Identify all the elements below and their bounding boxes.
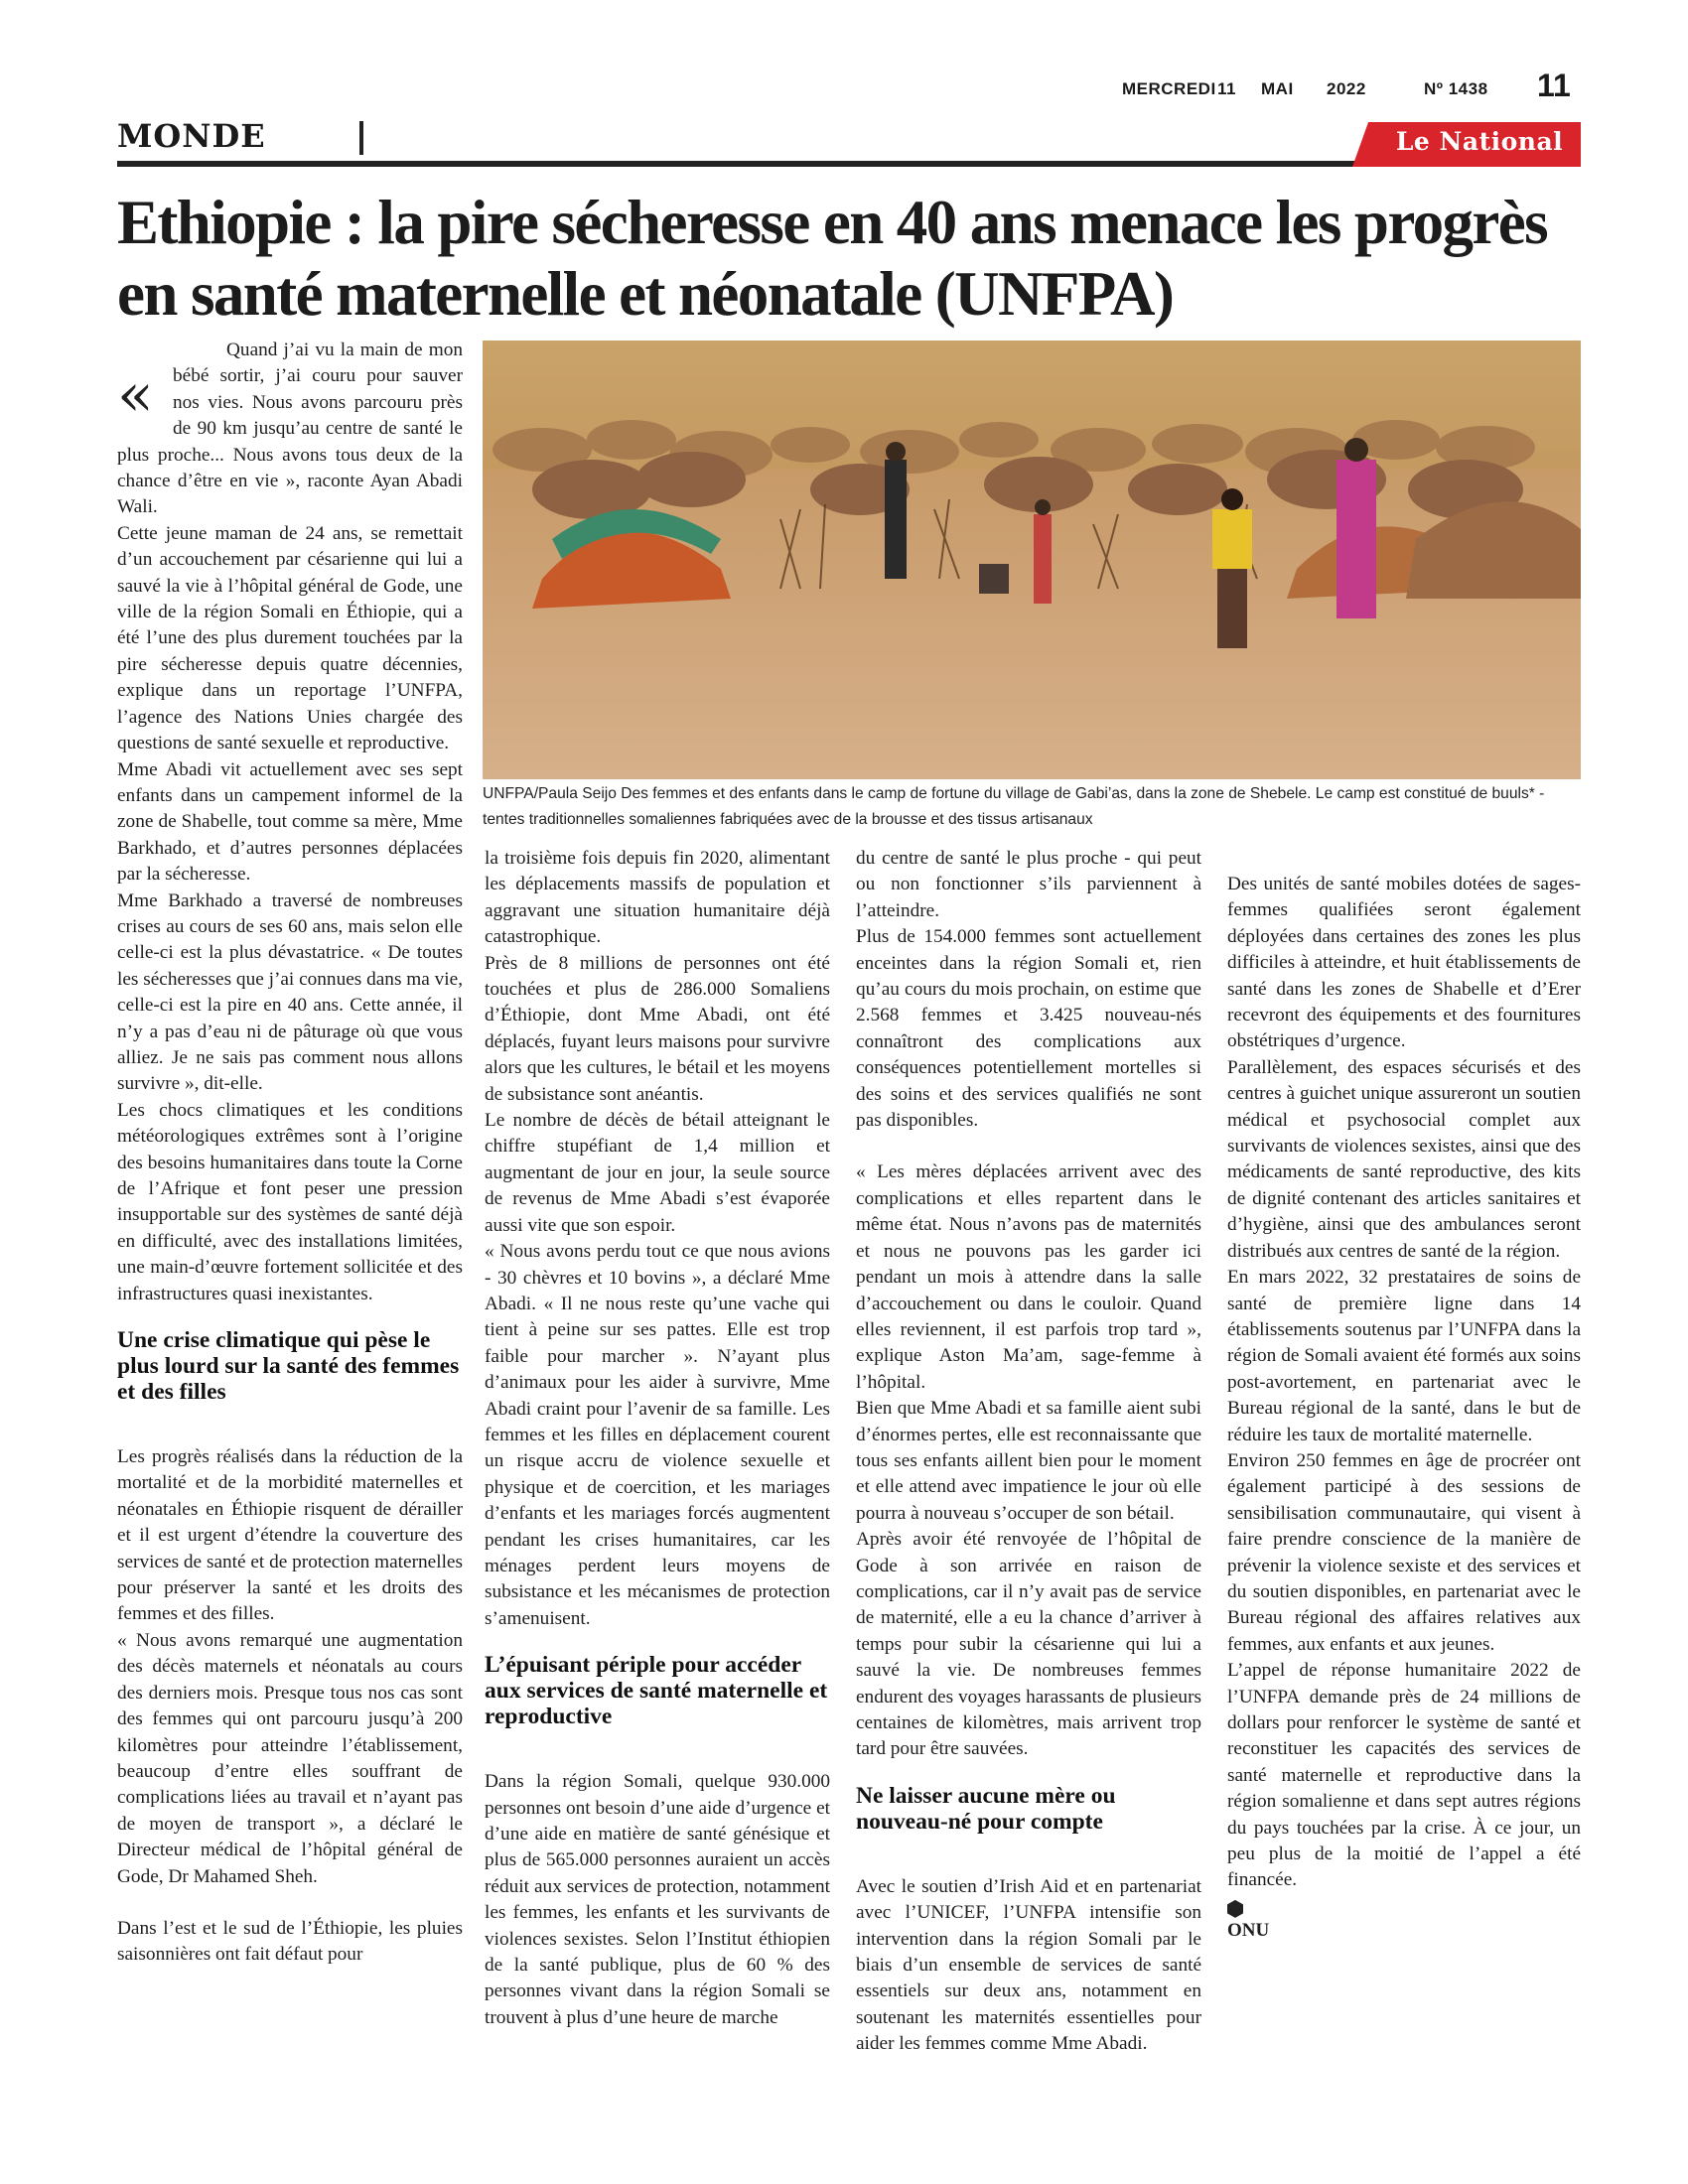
issue-date-line bbox=[1122, 79, 1539, 99]
paragraph: Parallèlement, des espaces sécurisés et des centres à guichet unique assureront un soutien médical et psychosocial complet aux survivants de violences sexistes, ainsi que des médicaments de santé reproductive, des kits de dignité contenant des articles sanitaires et d’hygiène, ainsi que des ambulances seront distribués aux centres de santé de la région. bbox=[1227, 1056, 1581, 1262]
date-year: 2022 bbox=[1327, 79, 1366, 98]
article-column-3 bbox=[856, 846, 1201, 2058]
article-column-1 bbox=[117, 338, 463, 1969]
date-month: MAI bbox=[1261, 79, 1294, 98]
paragraph: Plus de 154.000 femmes sont actuellement enceintes dans la région Somali et, rien qu’au cours du mois prochain, on estime que 2.568 femmes et 3.425 nouveau-nés connaîtront des complications aux conséquences potentiellement mortelles si des soins et des services qualifiés ne sont pas disponibles. bbox=[856, 926, 1201, 1132]
article-column-4 bbox=[1227, 872, 1581, 1944]
paragraph: du centre de santé le plus proche - qui peut ou non fonctionner s’ils parviennent à l’atteindre. bbox=[856, 848, 1201, 921]
subheading: L’épuisant périple pour accéder aux services de santé maternelle et reproductive bbox=[485, 1652, 828, 1730]
paragraph: « Nous avons perdu tout ce que nous avions - 30 chèvres et 10 bovins », a déclaré Mme Abadi. « Il ne nous reste qu’une vache qui tient à peine sur ses pattes. Elle est trop faible pour marcher ». N’ayant plus d’animaux pour les aider à survivre, Mme Abadi craint pour l’avenir de sa famille. Les femmes et les filles en déplacement courent un risque accru de violence sexuelle et physique et de coercition, et les mariages d’enfants et les mariages forcés augmentent pendant les crises humanitaires, car les ménages perdent leurs moyens de subsistance et les mécanismes de protection s’amenuisent. bbox=[485, 1241, 830, 1629]
paragraph: Mme Abadi vit actuellement avec ses sept enfants dans un campement informel de la zone de Shabelle, tout comme sa mère, Mme Barkhado, et d’autres personnes déplacées par la sécheresse. bbox=[117, 758, 463, 886]
opening-quote-mark: « bbox=[117, 360, 154, 430]
paragraph: Quand j’ai vu la main de mon bébé sortir, j’ai couru pour sauver nos vies. Nous avons parcouru près de 90 km jusqu’au centre de santé le plus proche... Nous avons tous deux de la chance d’être en vie », raconte Ayan Abadi Wali. bbox=[117, 340, 463, 518]
paragraph: En mars 2022, 32 prestataires de soins de santé de première ligne dans 14 établissements soutenus par l’UNFPA dans la région de Somali avaient été formés aux soins post-avortement, en partenariat avec le Bureau régional de la santé, dans le but de réduire les taux de mortalité maternelle. bbox=[1227, 1267, 1581, 1445]
weekday: MERCREDI bbox=[1122, 79, 1216, 98]
paragraph: Mme Barkhado a traversé de nombreuses crises au cours de ses 60 ans, mais selon elle celle-ci est la plus dévastatrice. « De toutes les sécheresses que j’ai connues dans ma vie, celle-ci est la pire en 40 ans. Cette année, il n’y a pas d’eau ni de pâturage où que vous alliez. Je ne sais pas comment nous allons survivre », dit-elle. bbox=[117, 889, 464, 1095]
paragraph: Bien que Mme Abadi et sa famille aient subi d’énormes pertes, elle est reconnaissante que tous ses enfants aillent bien pour le moment et elle attend avec impatience le jour où elle pourra à nouveau s’occuper de son bétail. bbox=[856, 1398, 1201, 1524]
article-column-2 bbox=[485, 846, 830, 2031]
paragraph: Après avoir été renvoyée de l’hôpital de Gode à son arrivée en raison de complications, car il n’y avait pas de service de maternité, elle a eu la chance d’arriver à temps pour subir la césarienne qui lui a sauvé la vie. De nombreuses femmes endurent des voyages harassants de plusieurs centaines de kilomètres, mais arrivent trop tard pour être sauvées. bbox=[856, 1529, 1201, 1760]
paragraph: Des unités de santé mobiles dotées de sages-femmes qualifiées seront également déployées dans certaines des zones les plus difficiles à atteindre, et huit établissements de santé dans les zones de Shabelle et d’Erer recevront des équipements et des fournitures obstétriques d’urgence. bbox=[1227, 874, 1581, 1052]
paragraph: L’appel de réponse humanitaire 2022 de l’UNFPA demande près de 24 millions de dollars pour renforcer le système de santé et reconstituer les capacités des services de santé maternelle et reproductive dans la région somalienne et dans sept autres régions du pays touchées par la crise. À ce jour, un peu plus de la moitié de l’appel a été financée. bbox=[1227, 1660, 1581, 1891]
section-divider bbox=[359, 121, 363, 155]
paragraph: Le nombre de décès de bétail atteignant le chiffre stupéfiant de 1,4 million et augmentant de jour en jour, la seule source de revenus de Mme Abadi s’est évaporée aussi vite que son espoir. bbox=[485, 1110, 830, 1236]
article-end bbox=[1227, 1900, 1581, 1918]
paragraph: « Les mères déplacées arrivent avec des complications et elles repartent dans le même état. Nous n’avons pas de maternités et nous ne pouvons pas les garder ici pendant un mois à attendre dans la salle d’accouchement ou dans le couloir. Quand elles reviennent, il est parfois trop tard », explique Aston Ma’am, sage-femme à l’hôpital. bbox=[856, 1161, 1201, 1393]
subheading: Ne laisser aucune mère ou nouveau-né pour compte bbox=[856, 1782, 1116, 1835]
drought-camp-photo bbox=[483, 341, 1581, 779]
paragraph: Près de 8 millions de personnes ont été touchées et plus de 286.000 Somaliens d’Éthiopie, dont Mme Abadi, ont été déplacés, fuyant leurs maisons pour survivre alors que les cultures, le bétail et les moyens de subsistance sont anéantis. bbox=[485, 952, 830, 1105]
end-mark-icon bbox=[1227, 1900, 1243, 1918]
paragraph: Dans la région Somali, quelque 930.000 personnes ont besoin d’une aide d’urgence et d’une aide en matière de santé génésique et plus de 565.000 personnes auraient un accès réduit aux services de protection, notamment les femmes, les enfants et les survivants de violences sexistes. Selon l’Institut éthiopien de la santé publique, plus de 60 % des personnes vivant dans la région Somali se trouvent à plus d’une heure de marche bbox=[485, 1771, 830, 2028]
paragraph: Cette jeune maman de 24 ans, se remettait d’un accouchement par césarienne qui lui a sauvé la vie à l’hôpital général de Gode, une ville de la région Somali en Éthiopie, qui a été l’une des plus durement touchées par la pire sécheresse depuis quatre décennies, explique dans un reportage l’UNFPA, l’agence des Nations Unies chargée des questions de santé sexuelle et reproductive. bbox=[117, 522, 463, 754]
paragraph: Environ 250 femmes en âge de procréer ont également participé à des sessions de sensibilisation communautaire, qui visent à faire prendre conscience de la manière de prévenir la violence sexiste et des services et du soutien disponibles, en partenariat avec le Bureau régional des affaires relatives aux femmes, aux enfants et aux jeunes. bbox=[1227, 1449, 1581, 1655]
paragraph: Les chocs climatiques et les conditions météorologiques extrêmes sont à l’origine des besoins humanitaires dans toute la Corne de l’Afrique et font peser une pression insupportable sur des systèmes de santé déjà en difficulté, avec des installations limitées, une main-d’œuvre fortement sollicitée et des infrastructures quasi inexistantes. bbox=[117, 1099, 463, 1304]
section-title: MONDE bbox=[117, 117, 266, 155]
subheading: Une crise climatique qui pèse le plus lourd sur la santé des femmes et des filles bbox=[117, 1327, 460, 1406]
paragraph: « Nous avons remarqué une augmentation des décès maternels et néonatals au cours des derniers mois. Presque tous nos cas sont des femmes qui ont parcouru jusqu’à 200 kilomètres pour atteindre l’établissement, beaucoup d’entre elles souffrant de complications liées au travail et n’ayant pas de moyen de transport », a déclaré le Directeur médical de l’hôpital général de Gode, Dr Mahamed Sheh. bbox=[117, 1629, 463, 1887]
headline: Ethiopie : la pire sécheresse en 40 ans menace les progrès en santé maternelle et néonatale (UNFPA) bbox=[117, 188, 1548, 329]
article-photo bbox=[483, 341, 1581, 779]
photo-caption: UNFPA/Paula Seijo Des femmes et des enfants dans le camp de fortune du village de Gabi’as, dans la zone de Shebele. Le camp est constitué de buuls* - tentes traditionnelles somaliennes fabriquées avec de la brousse et des tissus artisanaux bbox=[483, 785, 1545, 828]
publication-name: Le National bbox=[1395, 127, 1564, 156]
page-number: 11 bbox=[1537, 68, 1571, 103]
article-source: ONU bbox=[1227, 1919, 1270, 1941]
paragraph: Dans l’est et le sud de l’Éthiopie, les pluies saisonnières ont fait défaut pour bbox=[117, 1917, 463, 1966]
paragraph: la troisième fois depuis fin 2020, alimentant les déplacements massifs de population et aggravant une situation humanitaire déjà catastrophique. bbox=[485, 848, 830, 948]
date-day: 11 bbox=[1217, 79, 1236, 98]
paragraph: Avec le soutien d’Irish Aid et en partenariat avec l’UNICEF, l’UNFPA intensifie son intervention dans la région Somali par le biais d’un ensemble de services de santé essentiels sur deux ans, notamment en soutenant les maternités essentielles pour aider les femmes comme Mme Abadi. bbox=[856, 1875, 1201, 2055]
paragraph: Les progrès réalisés dans la réduction de la mortalité et de la morbidité maternelles et néonatales en Éthiopie risquent de dérailler et il est urgent d’étendre la couverture des services de santé et de protection maternelles pour préserver la santé et les droits des femmes et des filles. bbox=[117, 1446, 463, 1625]
issue-number: Nº 1438 bbox=[1424, 79, 1488, 98]
